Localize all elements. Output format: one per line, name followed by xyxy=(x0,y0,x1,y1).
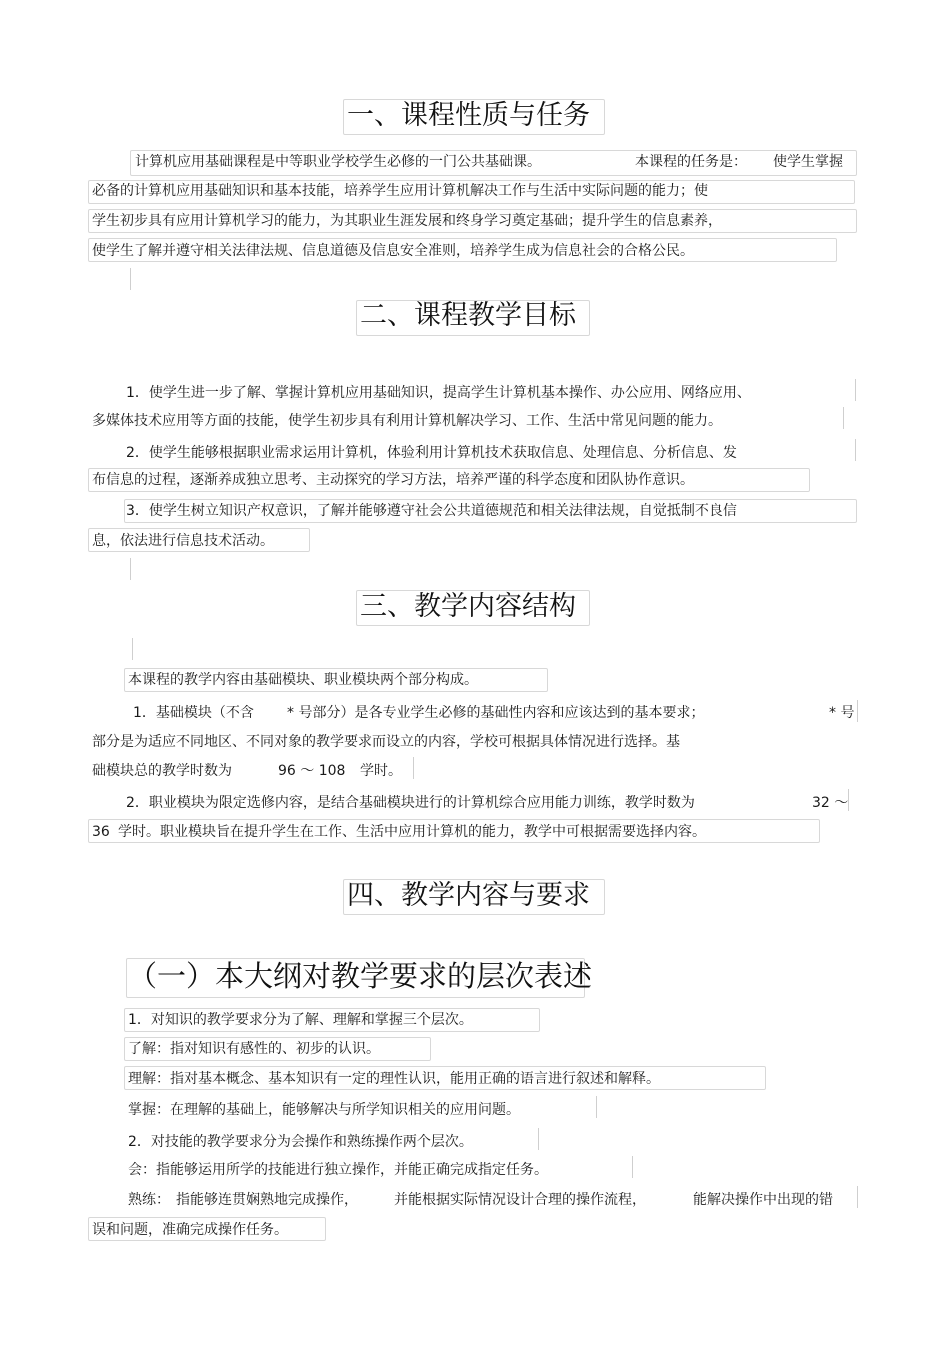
paragraph-line: 了解：指对知识有感性的、初步的认识。 xyxy=(128,1041,380,1057)
divider xyxy=(855,439,856,461)
paragraph-line: 并能根据实际情况设计合理的操作流程， xyxy=(394,1192,646,1208)
paragraph-line: 多媒体技术应用等方面的技能，使学生初步具有利用计算机解决学习、工作、生活中常见问题的能力。 xyxy=(92,413,722,429)
text-segment: 本课程的任务是： xyxy=(635,154,747,170)
section-heading-2: 二、课程教学目标 xyxy=(360,300,576,331)
divider xyxy=(130,558,131,580)
paragraph-line: * 号部分）是各专业学生必修的基础性内容和应该达到的基本要求； xyxy=(287,705,705,721)
paragraph-line: 1．使学生进一步了解、掌握计算机应用基础知识，提高学生计算机基本操作、办公应用、网络应用、 xyxy=(126,385,751,401)
paragraph-line: 32 ～ xyxy=(812,795,849,811)
divider xyxy=(843,407,844,429)
text-segment: 计算机应用基础课程是中等职业学校学生必修的一门公共基础课。 xyxy=(135,154,541,170)
divider xyxy=(855,379,856,401)
divider xyxy=(848,789,849,811)
paragraph-line: 学时。 xyxy=(360,763,402,779)
paragraph-line: 学生初步具有应用计算机学习的能力，为其职业生涯发展和终身学习奠定基础；提升学生的信息素养， xyxy=(92,213,722,229)
paragraph-line: 布信息的过程，逐渐养成独立思考、主动探究的学习方法，培养严谨的科学态度和团队协作意识。 xyxy=(92,472,694,488)
paragraph-line: 2．对技能的教学要求分为会操作和熟练操作两个层次。 xyxy=(128,1134,473,1150)
divider xyxy=(596,1096,597,1118)
paragraph-line: 1．基础模块（不含 xyxy=(133,705,254,721)
paragraph-line: 1．对知识的教学要求分为了解、理解和掌握三个层次。 xyxy=(128,1012,473,1028)
paragraph-line: 2．使学生能够根据职业需求运用计算机，体验利用计算机技术获取信息、处理信息、分析信息、发 xyxy=(126,445,737,461)
section-heading-4: 四、教学内容与要求 xyxy=(347,880,590,911)
paragraph-line xyxy=(773,153,843,171)
paragraph-line: 使学生了解并遵守相关法律法规、信息道德及信息安全准则，培养学生成为信息社会的合格公民。 xyxy=(92,243,694,259)
paragraph-line: * 号 xyxy=(829,705,855,721)
paragraph-line: 3．使学生树立知识产权意识，了解并能够遵守社会公共道德规范和相关法律法规，自觉抵制不良信 xyxy=(126,503,737,519)
paragraph-line: 误和问题，准确完成操作任务。 xyxy=(92,1222,288,1238)
paragraph-line: 2．职业模块为限定选修内容，是结合基础模块进行的计算机综合应用能力训练，教学时数为 xyxy=(126,795,695,811)
divider xyxy=(130,268,131,290)
paragraph-line: 本课程的教学内容由基础模块、职业模块两个部分构成。 xyxy=(128,672,478,688)
divider xyxy=(413,757,414,779)
text-segment: 使学生掌握 xyxy=(773,154,843,170)
paragraph-line: 础模块总的教学时数为 xyxy=(92,763,232,779)
section-heading-1: 一、课程性质与任务 xyxy=(347,100,590,131)
paragraph-line: 必备的计算机应用基础知识和基本技能，培养学生应用计算机解决工作与生活中实际问题的能力；使 xyxy=(92,183,708,199)
paragraph-line: 学时。职业模块旨在提升学生在工作、生活中应用计算机的能力，教学中可根据需要选择内容。 xyxy=(118,824,706,840)
divider xyxy=(538,1128,539,1150)
divider xyxy=(857,1186,858,1208)
divider xyxy=(632,1156,633,1178)
paragraph-line: 会：指能够运用所学的技能进行独立操作，并能正确完成指定任务。 xyxy=(128,1162,548,1178)
paragraph-line: 熟练： xyxy=(128,1192,170,1208)
paragraph-line: 理解：指对基本概念、基本知识有一定的理性认识，能用正确的语言进行叙述和解释。 xyxy=(128,1071,660,1087)
divider xyxy=(132,638,133,660)
paragraph-line: 息，依法进行信息技术活动。 xyxy=(92,533,274,549)
paragraph-line: 部分是为适应不同地区、不同对象的教学要求而设立的内容，学校可根据具体情况进行选择。基 xyxy=(92,734,680,750)
paragraph-line: 指能够连贯娴熟地完成操作， xyxy=(176,1192,358,1208)
paragraph-line: 36 xyxy=(92,824,110,840)
paragraph-line: 能解决操作中出现的错 xyxy=(693,1192,833,1208)
subsection-heading: （一）本大纲对教学要求的层次表述 xyxy=(128,959,593,993)
divider xyxy=(857,700,858,722)
paragraph-line xyxy=(135,153,541,171)
paragraph-line: 掌握：在理解的基础上，能够解决与所学知识相关的应用问题。 xyxy=(128,1102,520,1118)
paragraph-line xyxy=(635,153,747,171)
paragraph-line: 96 ～ 108 xyxy=(278,763,346,779)
section-heading-3: 三、教学内容结构 xyxy=(360,591,576,622)
